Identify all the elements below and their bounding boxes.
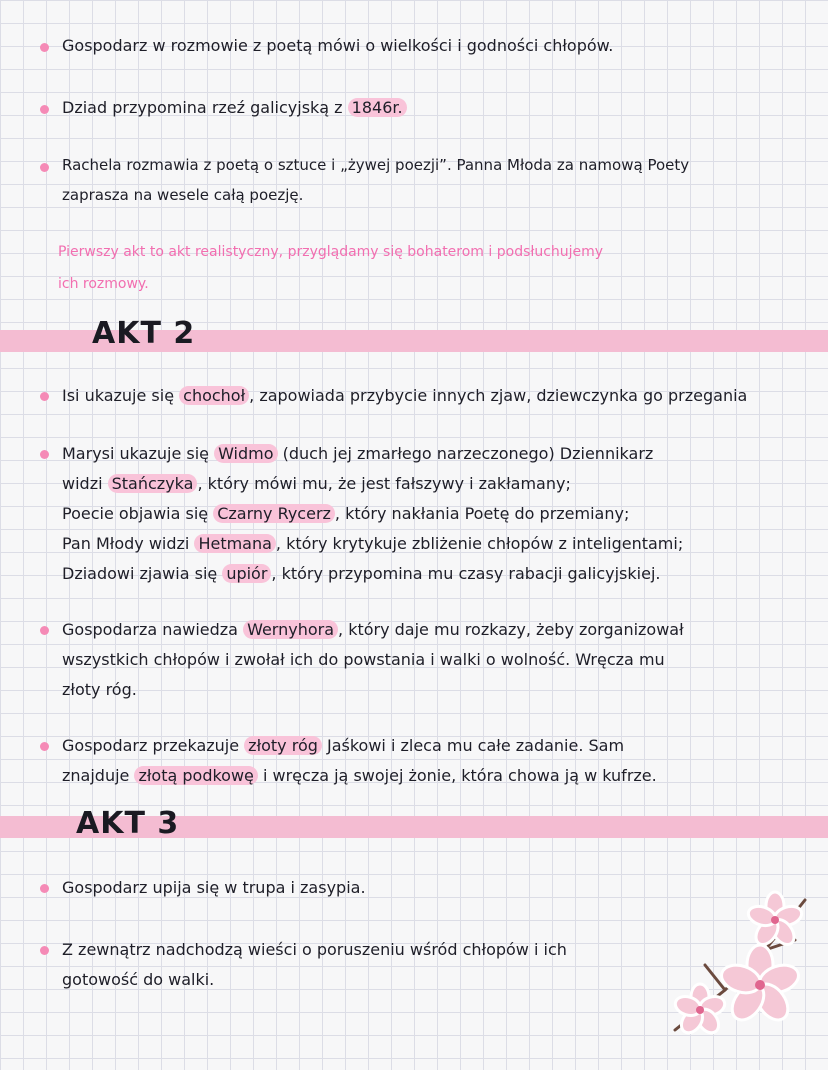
highlight: Hetmana [194, 534, 275, 553]
bullet-dot [40, 742, 49, 751]
bullet-dot [40, 626, 49, 635]
item-text: widzi Stańczyka , który mówi mu, że jest fałszywy i zakłamany; [62, 474, 571, 493]
highlight: 1846r. [348, 98, 407, 117]
bullet-dot [40, 884, 49, 893]
item-text: złoty róg. [62, 680, 137, 699]
item-text: Gospodarz upija się w trupa i zasypia. [62, 878, 366, 897]
item-text: Poecie objawia się Czarny Rycerz , który nakłania Poetę do przemiany; [62, 504, 630, 523]
highlight: złoty róg [244, 736, 322, 755]
bullet-dot [40, 450, 49, 459]
item-text: Gospodarz przekazuje złoty róg Jaśkowi i zleca mu całe zadanie. Sam [62, 736, 625, 755]
summary-note: Pierwszy akt to akt realistyczny, przyglądamy się bohaterom i podsłuchujemy [58, 244, 604, 260]
item-text: zaprasza na wesele całą poezję. [62, 186, 304, 204]
item-text: wszystkich chłopów i zwołał ich do powstania i walki o wolność. Wręcza mu [62, 650, 665, 669]
highlight: Czarny Rycerz [213, 504, 335, 523]
highlight: Wernyhora [243, 620, 338, 639]
bullet-dot [40, 392, 49, 401]
item-text: Dziadowi zjawia się upiór , który przypomina mu czasy rabacji galicyjskiej. [62, 564, 661, 583]
item-text: gotowość do walki. [62, 970, 215, 989]
section-heading-akt-2: AKT 2 [92, 316, 196, 351]
highlight: chochoł [179, 386, 249, 405]
item-text: Gospodarza nawiedza Wernyhora , który daje mu rozkazy, żeby zorganizował [62, 620, 684, 639]
item-text: Z zewnątrz nadchodzą wieści o poruszeniu wśród chłopów i ich [62, 940, 567, 959]
item-text: Marysi ukazuje się Widmo (duch jej zmarłego narzeczonego) Dziennikarz [62, 444, 654, 463]
highlight: Widmo [214, 444, 277, 463]
item-text: Dziad przypomina rzeź galicyjską z 1846r. [62, 98, 407, 117]
item-text: znajduje złotą podkowę i wręcza ją swojej żonie, która chowa ją w kufrze. [62, 766, 657, 785]
section-heading-akt-3: AKT 3 [76, 806, 180, 841]
bullet-dot [40, 105, 49, 114]
highlight: Stańczyka [108, 474, 198, 493]
item-text: Pan Młody widzi Hetmana , który krytykuje zbliżenie chłopów z inteligentami; [62, 534, 684, 553]
cherry-blossom-icon [655, 880, 825, 1040]
highlight: upiór [222, 564, 271, 583]
bullet-dot [40, 163, 49, 172]
item-text: Rachela rozmawia z poetą o sztuce i „żywej poezji”. Panna Młoda za namową Poety [62, 156, 690, 174]
bullet-dot [40, 946, 49, 955]
summary-note: ich rozmowy. [58, 276, 149, 292]
item-text: Gospodarz w rozmowie z poetą mówi o wielkości i godności chłopów. [62, 36, 614, 55]
bullet-dot [40, 43, 49, 52]
highlight: złotą podkowę [134, 766, 257, 785]
item-text: Isi ukazuje się chochoł , zapowiada przybycie innych zjaw, dziewczynka go przegania [62, 386, 748, 405]
